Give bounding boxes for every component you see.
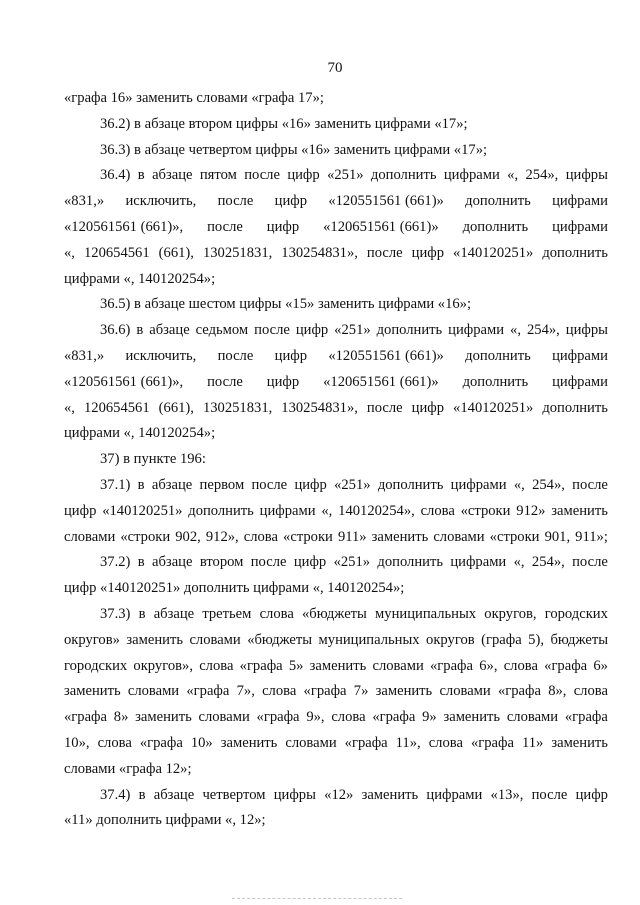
word: дополнить bbox=[462, 218, 529, 235]
word: 36.6) bbox=[100, 322, 131, 339]
text-line: 36.5) в абзаце шестом цифры «15» заменить цифрами «16»; bbox=[100, 296, 472, 313]
word: муниципальных bbox=[318, 631, 420, 648]
word: «251» bbox=[334, 322, 371, 339]
word: «, bbox=[510, 322, 521, 339]
text-line bbox=[64, 473, 608, 499]
word: цифрами bbox=[552, 347, 608, 364]
word: 901, bbox=[544, 528, 571, 545]
word: 7», bbox=[236, 683, 255, 700]
word: словами bbox=[506, 709, 559, 726]
word: «графа bbox=[256, 709, 300, 726]
text-line bbox=[64, 241, 608, 267]
word: в bbox=[137, 167, 145, 184]
text-line: цифрами «, 140120254»; bbox=[64, 425, 216, 442]
word: «графа bbox=[64, 709, 107, 726]
word: цифр bbox=[295, 322, 329, 339]
document-body bbox=[64, 86, 608, 834]
word: 11» bbox=[521, 734, 544, 751]
word: 8», bbox=[548, 683, 567, 700]
word: 254», bbox=[525, 167, 559, 184]
word: «бюджеты bbox=[247, 631, 313, 648]
text-line bbox=[64, 602, 608, 628]
word: цифр bbox=[575, 786, 608, 803]
text-line bbox=[64, 370, 608, 396]
word: заменить bbox=[551, 502, 608, 519]
word: после bbox=[244, 167, 280, 184]
word: после bbox=[217, 347, 254, 364]
word: цифр bbox=[294, 476, 327, 493]
word: «, bbox=[321, 502, 333, 519]
word: заменить bbox=[375, 683, 433, 700]
text-line bbox=[64, 189, 608, 215]
word: (661), bbox=[158, 399, 194, 416]
word: дополнить bbox=[465, 193, 531, 210]
word: 6», bbox=[479, 657, 498, 674]
word: в bbox=[138, 786, 146, 803]
word: слова bbox=[503, 657, 538, 674]
word: заменить bbox=[371, 528, 429, 545]
text-line: цифр «140120251» дополнить цифрами «, 140120254»; bbox=[64, 580, 405, 597]
word: слова bbox=[262, 683, 297, 700]
word: цифр bbox=[64, 502, 97, 519]
word: 130251831, bbox=[202, 399, 273, 416]
word: после bbox=[366, 399, 403, 416]
word: муниципальных bbox=[375, 605, 477, 622]
word: в bbox=[138, 605, 146, 622]
word: «графа bbox=[497, 683, 541, 700]
word: цифр bbox=[287, 167, 320, 184]
word: цифрами bbox=[552, 218, 608, 235]
word: в bbox=[137, 476, 145, 493]
word: 911» bbox=[337, 528, 367, 545]
word: цифр bbox=[411, 244, 445, 261]
word: цифрами bbox=[259, 502, 316, 519]
word: в bbox=[136, 322, 144, 339]
text-line: 37) в пункте 196: bbox=[100, 451, 206, 468]
text-line bbox=[64, 783, 608, 809]
word: дополнить bbox=[542, 244, 608, 261]
word: 254», bbox=[532, 476, 565, 493]
word: 10», bbox=[64, 734, 90, 751]
word: цифр bbox=[274, 193, 308, 210]
word: заменить bbox=[443, 709, 501, 726]
word: цифрами bbox=[448, 322, 505, 339]
text-line: «11» дополнить цифрами «, 12»; bbox=[64, 812, 266, 829]
word: 911»; bbox=[575, 528, 608, 545]
word: «12» bbox=[324, 786, 354, 803]
word: словами bbox=[127, 683, 180, 700]
word: словами bbox=[285, 734, 337, 751]
text-line: цифрами «, 140120254»; bbox=[64, 270, 216, 287]
word: слова bbox=[259, 605, 294, 622]
word: седьмом bbox=[195, 322, 249, 339]
word: «, bbox=[513, 554, 525, 571]
word: заменить bbox=[64, 683, 121, 700]
text-line bbox=[64, 628, 608, 654]
word: заменить bbox=[126, 631, 183, 648]
word: дополнить bbox=[188, 502, 254, 519]
scan-edge-mark bbox=[232, 898, 402, 900]
word: после bbox=[254, 322, 290, 339]
word: после bbox=[572, 554, 608, 571]
word: городских bbox=[64, 657, 128, 674]
text-line bbox=[64, 318, 608, 344]
word: 254», bbox=[531, 554, 565, 571]
word: слова bbox=[243, 528, 278, 545]
word: заменить bbox=[551, 734, 608, 751]
word: дополнить bbox=[376, 322, 443, 339]
word: слова bbox=[573, 683, 608, 700]
word: слова bbox=[199, 657, 234, 674]
word: заменить bbox=[361, 786, 419, 803]
word: абзаце bbox=[152, 167, 193, 184]
word: абзаце bbox=[153, 605, 195, 622]
word: 130254831», bbox=[281, 244, 358, 261]
word: 912», bbox=[205, 528, 239, 545]
word: третьем bbox=[202, 605, 252, 622]
word: абзаце bbox=[151, 476, 193, 493]
word: «строки bbox=[283, 528, 333, 545]
word: «, bbox=[64, 244, 75, 261]
word: после bbox=[250, 554, 287, 571]
word: цифр bbox=[274, 347, 308, 364]
text-line bbox=[64, 163, 608, 189]
word: дополнить bbox=[542, 399, 608, 416]
word: цифр bbox=[293, 554, 327, 571]
word: дополнить bbox=[370, 167, 437, 184]
word: «120561561 (661)», bbox=[64, 218, 184, 235]
word: 9», bbox=[306, 709, 325, 726]
word: после bbox=[207, 373, 243, 390]
word: «бюджеты bbox=[302, 605, 367, 622]
word: 37.1) bbox=[100, 476, 131, 493]
word: «251» bbox=[333, 554, 371, 571]
word: 130254831», bbox=[281, 399, 358, 416]
word: округов bbox=[426, 631, 475, 648]
word: 36.4) bbox=[100, 167, 131, 184]
word: «831,» bbox=[64, 193, 105, 210]
word: «140120251» bbox=[453, 399, 534, 416]
word: цифрами bbox=[450, 554, 507, 571]
word: «831,» bbox=[64, 347, 105, 364]
word: дополнить bbox=[377, 554, 443, 571]
word: «строки bbox=[489, 528, 540, 545]
word: 10» bbox=[190, 734, 213, 751]
word: 912» bbox=[516, 502, 546, 519]
word: 902, bbox=[175, 528, 201, 545]
word: (661), bbox=[158, 244, 194, 261]
word: «графа bbox=[470, 734, 514, 751]
word: после bbox=[251, 476, 288, 493]
word: словами bbox=[439, 683, 491, 700]
word: после bbox=[572, 476, 608, 493]
word: после bbox=[217, 193, 254, 210]
word: цифрами bbox=[450, 476, 507, 493]
text-line: «графа 16» заменить словами «графа 17»; bbox=[64, 90, 324, 106]
word: «, bbox=[513, 476, 525, 493]
word: «140120251» bbox=[102, 502, 183, 519]
text-line bbox=[64, 654, 608, 680]
word: в bbox=[137, 554, 145, 571]
word: дополнить bbox=[377, 476, 444, 493]
word: абзаце bbox=[149, 322, 190, 339]
word: «строки bbox=[120, 528, 171, 545]
word: цифр bbox=[266, 218, 300, 235]
word: «251» bbox=[327, 167, 364, 184]
word: цифр bbox=[266, 373, 300, 390]
word: дополнить bbox=[465, 347, 531, 364]
word: «графа bbox=[344, 734, 388, 751]
word: 37.4) bbox=[100, 786, 131, 803]
text-line: 36.2) в абзаце втором цифры «16» заменить цифрами «17»; bbox=[100, 115, 468, 132]
text-line bbox=[64, 344, 608, 370]
word: пятом bbox=[199, 167, 237, 184]
word: «графа bbox=[186, 683, 230, 700]
word: слова bbox=[428, 734, 463, 751]
word: 37.3) bbox=[100, 605, 131, 622]
word: словами bbox=[372, 657, 424, 674]
word: исключить, bbox=[125, 193, 197, 210]
word: 6» bbox=[593, 657, 608, 674]
word: 5), bbox=[528, 631, 544, 648]
text-line bbox=[64, 679, 608, 705]
word: бюджеты bbox=[550, 631, 608, 648]
word: «120651561 (661)» bbox=[323, 373, 439, 390]
page-number: 70 bbox=[327, 60, 343, 76]
word: словами bbox=[64, 528, 116, 545]
text-line bbox=[64, 396, 608, 422]
text-line bbox=[64, 731, 608, 757]
word: слова bbox=[331, 709, 366, 726]
word: цифрами bbox=[552, 373, 608, 390]
word: «251» bbox=[334, 476, 371, 493]
word: 9» bbox=[422, 709, 437, 726]
word: после bbox=[366, 244, 403, 261]
word: абзаце bbox=[153, 786, 195, 803]
word: «графа bbox=[239, 657, 283, 674]
word: «графа bbox=[430, 657, 473, 674]
word: 130251831, bbox=[202, 244, 273, 261]
word: «13», bbox=[490, 786, 524, 803]
word: цифрами bbox=[426, 786, 483, 803]
text-line: словами «графа 12»; bbox=[64, 760, 192, 777]
text-line bbox=[64, 705, 608, 731]
word: заменить bbox=[135, 709, 192, 726]
word: слова bbox=[97, 734, 132, 751]
word: абзаце bbox=[152, 554, 193, 571]
word: округов», bbox=[133, 657, 193, 674]
word: округов» bbox=[64, 631, 120, 648]
word: цифры bbox=[273, 786, 316, 803]
word: слова bbox=[420, 502, 455, 519]
word: 120654561 bbox=[83, 399, 150, 416]
word: первом bbox=[199, 476, 245, 493]
word: цифрами bbox=[552, 193, 608, 210]
word: 140120254», bbox=[338, 502, 415, 519]
word: словами bbox=[198, 709, 250, 726]
word: округов, bbox=[484, 605, 537, 622]
word: после bbox=[207, 218, 243, 235]
word: «графа bbox=[544, 657, 588, 674]
word: «графа bbox=[139, 734, 183, 751]
word: «120551561 (661)» bbox=[328, 193, 444, 210]
word: 254», bbox=[526, 322, 560, 339]
word: 37.2) bbox=[100, 554, 131, 571]
word: «графа bbox=[564, 709, 608, 726]
word: дополнить bbox=[462, 373, 529, 390]
word: 11», bbox=[395, 734, 421, 751]
word: заменить bbox=[220, 734, 278, 751]
word: «графа bbox=[303, 683, 347, 700]
word: «120651561 (661)» bbox=[323, 218, 439, 235]
text-line bbox=[64, 525, 608, 551]
text-line bbox=[64, 499, 608, 525]
word: цифры bbox=[565, 167, 608, 184]
word: после bbox=[531, 786, 568, 803]
word: «графа bbox=[372, 709, 416, 726]
word: городских bbox=[544, 605, 608, 622]
word: 8» bbox=[113, 709, 129, 726]
word: 120654561 bbox=[83, 244, 150, 261]
text-line: 36.3) в абзаце четвертом цифры «16» заменить цифрами «17»; bbox=[100, 141, 488, 158]
word: «строки bbox=[460, 502, 511, 519]
word: «120561561 (661)», bbox=[64, 373, 184, 390]
word: 5» bbox=[288, 657, 304, 674]
word: словами bbox=[189, 631, 241, 648]
word: (графа bbox=[481, 631, 522, 648]
word: втором bbox=[199, 554, 244, 571]
word: «, bbox=[64, 399, 75, 416]
word: четвертом bbox=[202, 786, 266, 803]
word: «140120251» bbox=[453, 244, 534, 261]
word: цифр bbox=[411, 399, 445, 416]
text-line bbox=[64, 550, 608, 576]
word: цифрами bbox=[443, 167, 500, 184]
word: цифры bbox=[565, 322, 608, 339]
word: исключить, bbox=[125, 347, 197, 364]
word: «, bbox=[507, 167, 519, 184]
word: словами bbox=[433, 528, 485, 545]
text-line bbox=[64, 215, 608, 241]
word: «120551561 (661)» bbox=[328, 347, 444, 364]
word: заменить bbox=[309, 657, 367, 674]
word: 7» bbox=[353, 683, 369, 700]
